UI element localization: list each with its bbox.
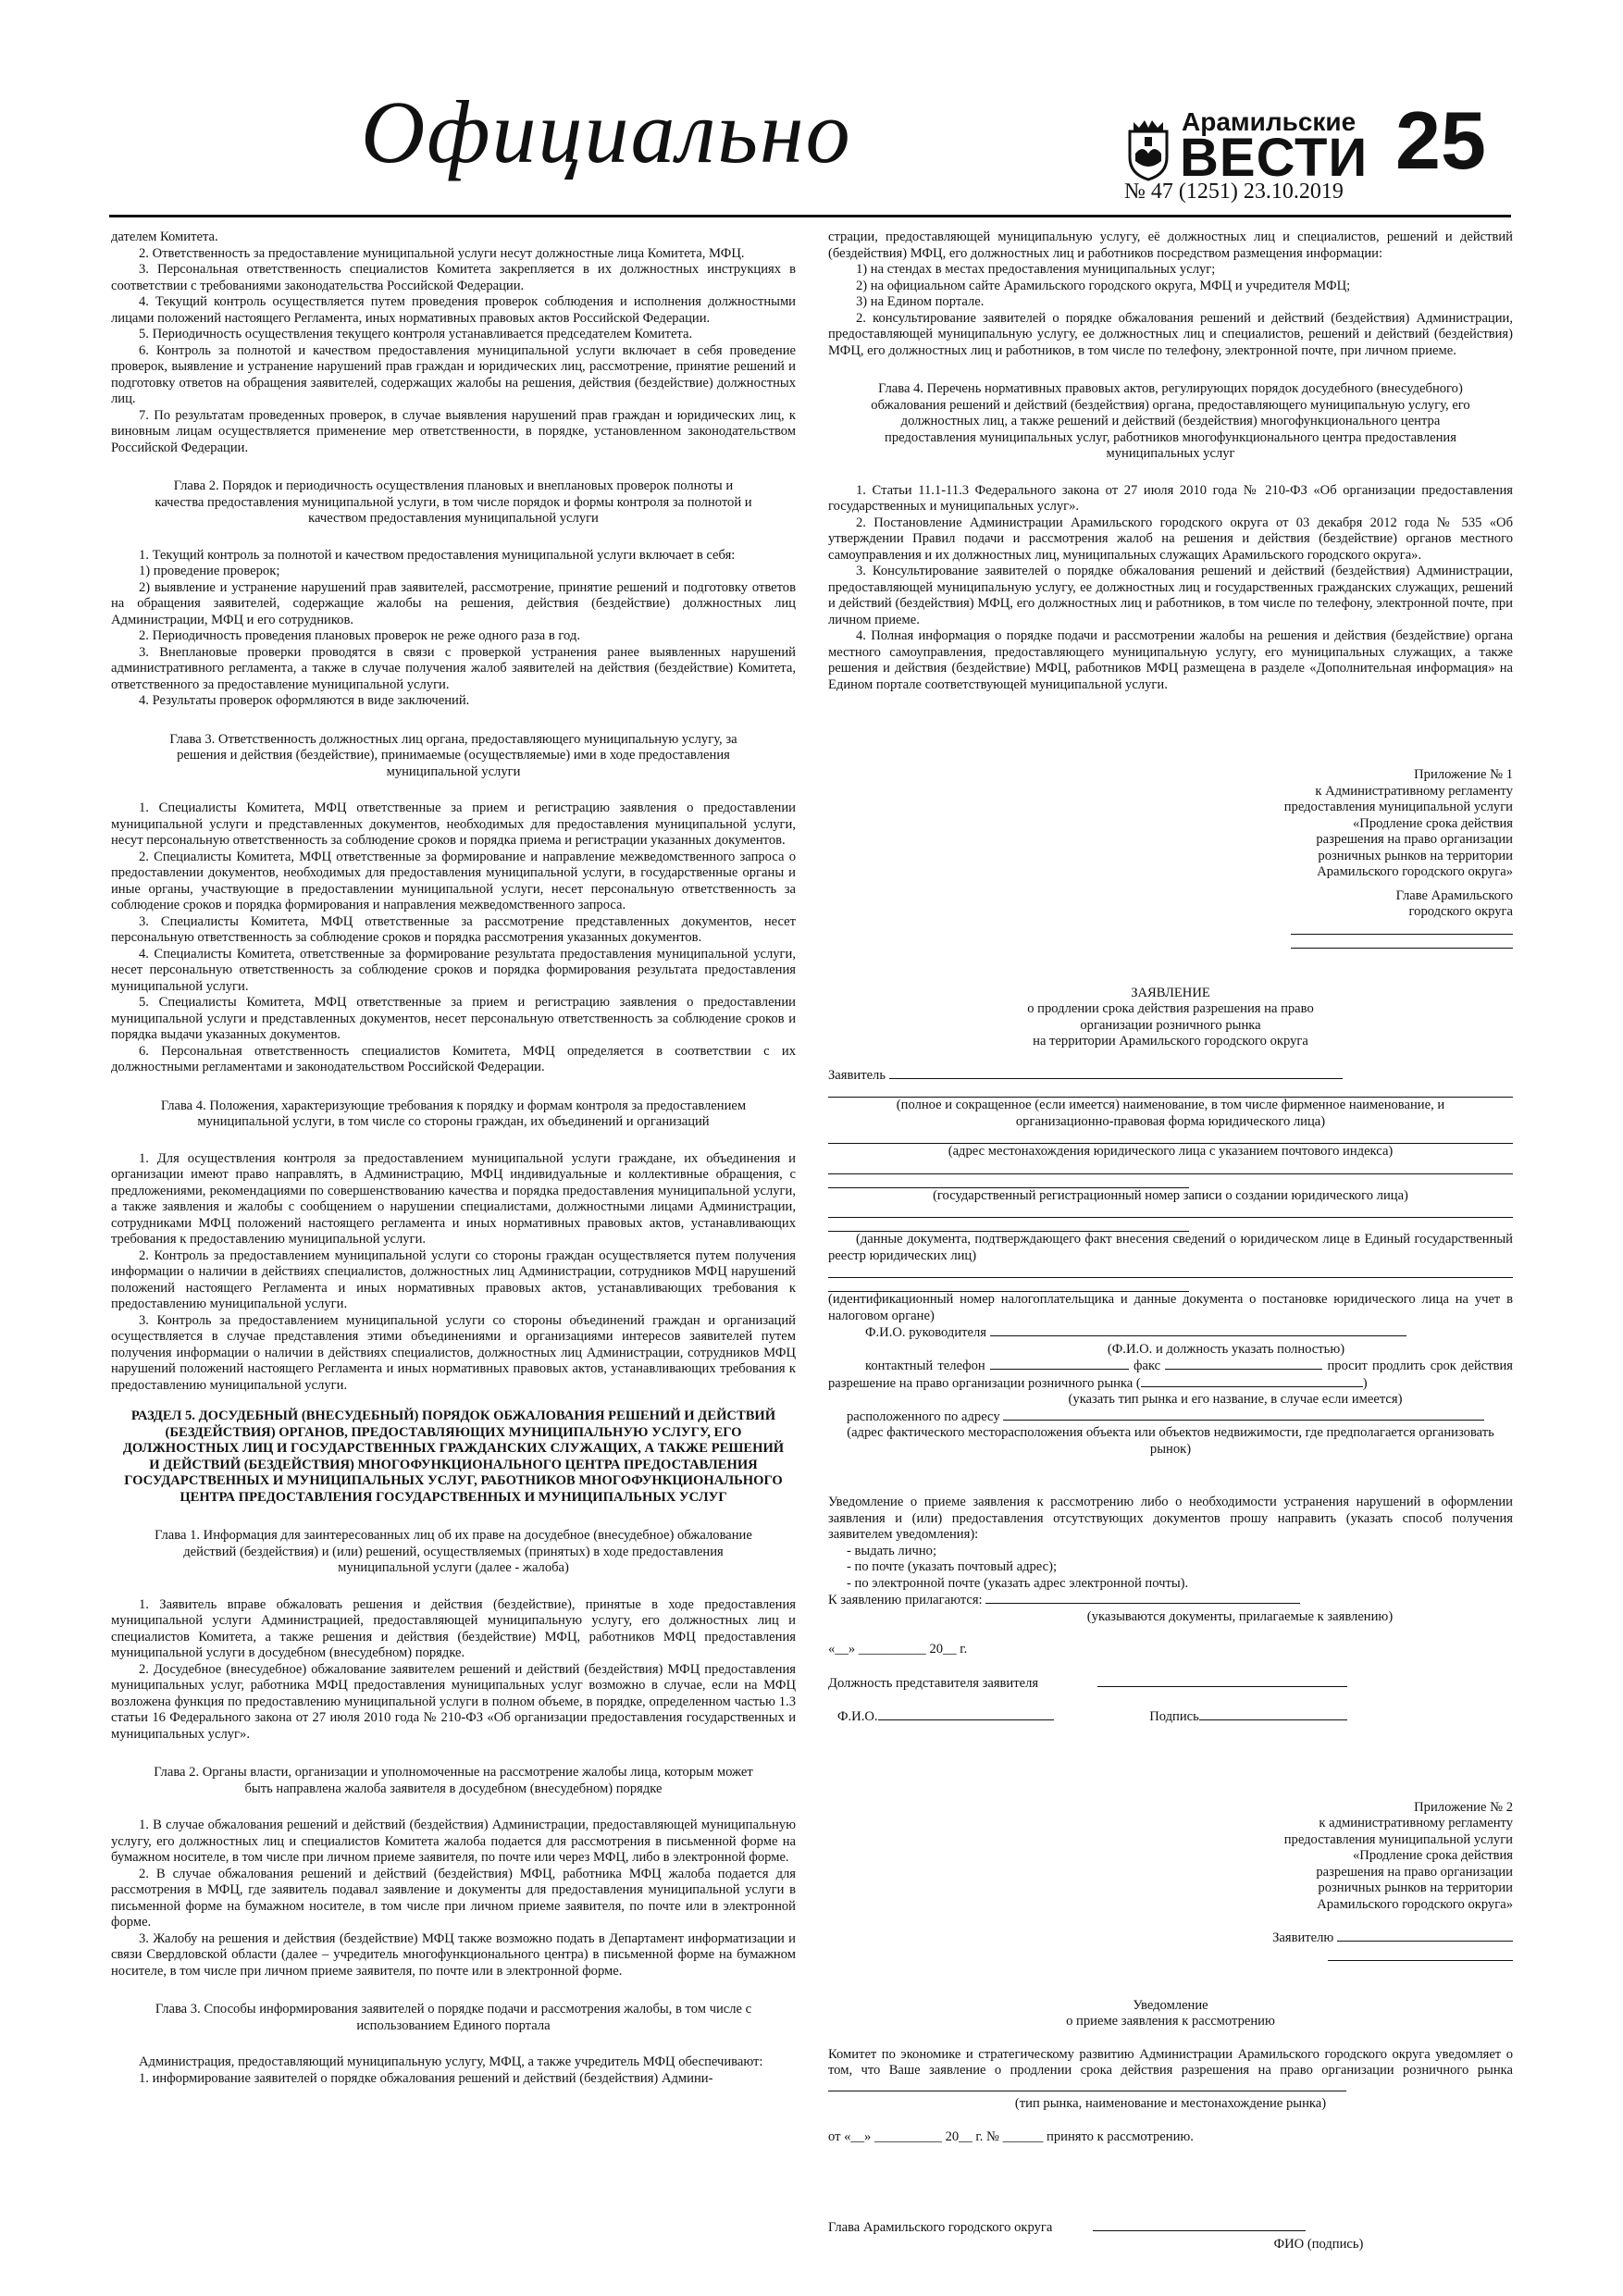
paragraph: 5. Специалисты Комитета, МФЦ ответственные за прием и регистрацию заявления о предоставлении муниципальной услуги и представленных документов, несет персональную ответственность за соблюдение сроков и порядка выдачи указанных документов.	[111, 995, 796, 1042]
notice-subtitle: о приеме заявления к рассмотрению	[1066, 2014, 1275, 2029]
appendix-1	[828, 767, 1513, 1726]
position-line[interactable]	[828, 1675, 1513, 1693]
addressee-line-1: Главе Арамильского	[1395, 887, 1513, 903]
phone-label: контактный телефон	[865, 1359, 985, 1373]
left-column	[111, 230, 796, 2087]
right-column	[828, 230, 1513, 2253]
attach-label: К заявлению прилагаются:	[828, 1593, 983, 1607]
applicant-line[interactable]	[828, 1067, 1513, 1085]
to-line[interactable]	[828, 1930, 1513, 1947]
market-note: (указать тип рынка и его название, в случае если имеется)	[1068, 1392, 1403, 1407]
paragraph: 2. Периодичность проведения плановых проверок не реже одного раза в год.	[139, 628, 580, 643]
paragraph: 2. В случае обжалования решений и действий (бездействия) МФЦ, работника МФЦ жалоба подается для рассмотрения в МФЦ, где заявитель подавал заявление и документы для предоставления муниципальной услуги в письменной форме на бумажном носителе, в том числе при личном приеме заявителя, по почте или в электронной форме.	[111, 1866, 796, 1930]
appendix-heading-line: Арамильского городского округа»	[1317, 864, 1513, 879]
appendix-heading-line: к административному регламенту	[1319, 1816, 1513, 1831]
note-egrul: (данные документа, подтверждающего факт внесения сведений о юридическом лице в Единый государственный реестр юридических лиц)	[828, 1232, 1513, 1263]
paragraph: 3. Контроль за предоставлением муниципальной услуги со стороны объединений граждан и организаций осуществляется в случае представления этими объединениями и организациями интересов заявителей путем получения информации о наличии в действиях специалистов, должностных лиц Администрации, сотрудников МФЦ нарушений положений настоящего Регламента и иных нормативных правовых актов, устанавливающих требования к предоставлению муниципальной услуги.	[111, 1312, 796, 1393]
addressee-line-2: городского округа	[1408, 904, 1513, 919]
option-personal: - выдать лично;	[847, 1543, 937, 1558]
chapter-heading: Глава 1. Информация для заинтересованных лиц об их праве на досудебное (внесудебное) обжалование действий (бездействия) и (или) решений, осуществляемых (принятых) в ходе предоставления муниципальной услуги (далее - жалоба)	[155, 1528, 752, 1575]
appendix-heading-line: «Продление срока действия	[1353, 1848, 1513, 1863]
paragraph: 3. Жалобу на решения и действия (бездействие) МФЦ также возможно подать в Департамент информатизации и связи Свердловской области (далее – учредитель многофункционального центра) в письменной форме на бумажном носителе, в том числе при личном приеме заявителя, по почте или в электронной форме.	[111, 1930, 796, 1979]
notice-body-text: Комитет по экономике и стратегическому развитию Администрации Арамильского городского округа уведомляет о том, что Ваше заявление о продлении срока действия разрешения на право организации розничного рынка	[828, 2046, 1513, 2078]
notice-body-note: (тип рынка, наименование и местонахождение рынка)	[1014, 2096, 1327, 2111]
logo-big-text: ВЕСТИ	[1180, 128, 1369, 188]
paragraph: 1. Текущий контроль за полнотой и качеством предоставления муниципальной услуги включает в себя:	[139, 547, 736, 563]
appendix-heading-line: разрешения на право организации	[1316, 1864, 1513, 1880]
paragraph: 1) на стендах в местах предоставления муниципальных услуг;	[856, 262, 1216, 277]
notice-title: Уведомление	[1133, 1997, 1208, 2013]
newspaper-logo	[1124, 100, 1369, 188]
paragraph: 4. Специалисты Комитета, ответственные за формирование результата предоставления муниципальной услуги, несет персональную ответственность за соблюдение сроков и порядка формирования результата предоставления муниципальной услуги.	[111, 946, 796, 994]
phone-line[interactable]	[828, 1358, 1513, 1392]
paragraph: 2. Постановление Администрации Арамильского городского округа от 03 декабря 2012 года № 535 «Об утверждении Правил подачи и рассмотрения жалоб на решения и действия (бездействие) органов местного самоуправления и их должностных лиц, муниципальных служащих Арамильского городского округа».	[828, 515, 1513, 563]
paragraph: 1. Специалисты Комитета, МФЦ ответственные за прием и регистрацию заявления о предоставлении муниципальной услуги и представленных документов, необходимых для предоставления муниципальной услуги, несут персональную ответственность за соблюдение сроков и порядка приема и регистрации указанных документов.	[111, 800, 796, 848]
head-label: Ф.И.О. руководителя	[865, 1325, 987, 1340]
right-column-text	[828, 230, 1513, 693]
appendix-heading-line: предоставления муниципальной услуги	[1283, 1831, 1513, 1847]
date-line: «__» __________ 20__ г.	[828, 1642, 968, 1657]
attach-note: (указываются документы, прилагаемые к заявлению)	[1086, 1608, 1394, 1624]
paragraph: Администрация, предоставляющий муниципальную услугу, МФЦ, а также учредитель МФЦ обеспечивают:	[139, 2054, 763, 2069]
crest-icon	[1124, 117, 1172, 181]
location-label: расположенного по адресу	[847, 1409, 1000, 1424]
section-title: Официально	[361, 82, 852, 181]
appendix-heading-line: Приложение № 2	[1414, 1799, 1513, 1815]
paragraph: 6. Персональная ответственность специалистов Комитета, МФЦ определяется в соответствии с их должностными регламентами и законодательством Российской Федерации.	[111, 1043, 796, 1074]
note-address: (адрес местонахождения юридического лица с указанием почтового индекса)	[948, 1144, 1394, 1159]
head-line[interactable]	[828, 1324, 1513, 1342]
paragraph: 3. Консультирование заявителей о порядке обжалования решений и действий (бездействия) Администрации, предоставляющей муниципальную услугу, ее должностных лиц и государственных гражданских служащих, решений и действий (бездействия) МФЦ, его должностных лиц и работников, в том числе по телефону, электронной почте, при личном приеме.	[828, 564, 1513, 627]
paragraph: 1. В случае обжалования решений и действий (бездействия) Администрации, предоставляющей муниципальную услугу, его должностных лиц и специалистов Комитета жалоба подается для рассмотрения в письменной форме на бумажном носителе, в том числе при личном приеме заявителя, по почте или через МФЦ, либо в электронной форме.	[111, 1818, 796, 1865]
application-subtitle-2: организации розничного рынка	[1080, 1017, 1261, 1033]
appendix-1-heading	[828, 767, 1513, 881]
close-paren: )	[1362, 1375, 1368, 1391]
paragraph: 4. Текущий контроль осуществляется путем проведения проверок соблюдения и исполнения должностными лицами положений настоящего Регламента, иных нормативных правовых актов Российской Федерации.	[111, 294, 796, 326]
appendix-2	[828, 1800, 1513, 2253]
position-label: Должность представителя заявителя	[828, 1675, 1039, 1691]
paragraph: 2) на официальном сайте Арамильского городского округа, МФЦ и учредителя МФЦ;	[856, 278, 1351, 293]
notice-from: от «__» __________ 20__ г. № ______ принято к рассмотрению.	[828, 2128, 1194, 2144]
paragraph: 3. Специалисты Комитета, МФЦ ответственные за рассмотрение представленных документов, несет персональную ответственность за соблюдение сроков и порядка рассмотрения указанных документов.	[111, 913, 796, 945]
appendix-heading-line: предоставления муниципальной услуги	[1283, 800, 1513, 814]
note-registration: (государственный регистрационный номер записи о создании юридического лица)	[933, 1187, 1408, 1203]
paragraph: 2. Досудебное (внесудебное) обжалование заявителем решений и действий (бездействия) МФЦ предоставления муниципальных услуг, работника МФЦ предоставления муниципальных услуг возможно в случае, если на МФЦ возложена функция по предоставлению муниципальной услуги в полном объеме, в порядке, определенном частью 1.3 статьи 16 Федерального закона от 27 июля 2010 года № 210-ФЗ «Об организации предоставления государственных и муниципальных услуг».	[111, 1661, 796, 1742]
header-divider	[109, 215, 1511, 217]
chapter-heading: Глава 4. Перечень нормативных правовых актов, регулирующих порядок досудебного (внесудебного) обжалования решений и действий (бездействия) органа, предоставляющего муниципальную услугу, его должностных лиц, а также решений и действий (бездействия) многофункционального центра предоставления муниципальных услуг, работников многофункционального центра предоставления муниципальных услуг	[871, 381, 1470, 461]
chapter-heading: Глава 2. Порядок и периодичность осуществления плановых и внеплановых проверок полноты и качества предоставления муниципальной услуги, в том числе порядок и формы контроля за полнотой и качеством предоставления муниципальной услуги	[155, 478, 752, 526]
paragraph: 2) выявление и устранение нарушений прав заявителей, рассмотрение, принятие решений и подготовку ответов на обращения заявителей, содержащие жалобы на решения, действия (бездействие) должностных лиц Администрации, МФЦ и его сотрудников.	[111, 579, 796, 627]
appendix-heading-line: розничных рынков на территории	[1318, 848, 1513, 863]
appendix-heading-line: Приложение № 1	[1414, 767, 1513, 782]
option-post: - по почте (указать почтовый адрес);	[847, 1559, 1058, 1574]
location-note: (адрес фактического месторасположения объекта или объектов недвижимости, где предполагается организовать рынок)	[847, 1425, 1494, 1457]
page-number: 25	[1395, 94, 1486, 186]
chapter-heading: Глава 3. Ответственность должностных лиц органа, предоставляющего муниципальную услугу, за решения и действия (бездействие), принимаемые (осуществляемые) ими в ходе предоставления муниципальной услуги	[169, 731, 737, 779]
head-sign-label: Глава Арамильского городского округа	[828, 2220, 1053, 2235]
option-email: - по электронной почте (указать адрес электронной почты).	[847, 1575, 1189, 1591]
to-label: Заявителю	[1272, 1930, 1334, 1945]
application-title: ЗАЯВЛЕНИЕ	[1131, 985, 1210, 1000]
paragraph: дателем Комитета.	[111, 230, 218, 244]
paragraph: 2. Ответственность за предоставление муниципальной услуги несут должностные лица Комитета, МФЦ.	[139, 245, 745, 261]
application-subtitle-1: о продлении срока действия разрешения на право	[1027, 1001, 1314, 1016]
paragraph: 2. консультирование заявителей о порядке обжалования решений и действий (бездействия) Администрации, предоставляющей муниципальную услугу, ее должностных лиц и специалистов, решений и действий (бездействия) МФЦ, его должностных лиц и работников, в том числе по телефону, электронной почте, при личном приеме.	[828, 310, 1513, 358]
head-sign-line[interactable]	[828, 2219, 1513, 2237]
paragraph: 2. Контроль за предоставлением муниципальной услуги со стороны граждан осуществляется путем получения информации о наличии в действиях специалистов, должностных лиц Администрации, сотрудников МФЦ нарушений положений настоящего Регламента и иных нормативных правовых актов, устанавливающих требования к предоставлению муниципальной услуги.	[111, 1247, 796, 1311]
application-subtitle-3: на территории Арамильского городского округа	[1033, 1034, 1308, 1049]
request-label: просит продлить срок действия разрешение на право организации розничного рынка (	[828, 1359, 1514, 1391]
paragraph: 1) проведение проверок;	[139, 564, 280, 578]
note-inn: (идентификационный номер налогоплательщика и данные документа о постановке юридического лица на учет в налоговом органе)	[828, 1292, 1513, 1323]
paragraph: 1. Статьи 11.1-11.3 Федерального закона от 27 июля 2010 года № 210-ФЗ «Об организации предоставления государственных и муниципальных услуг».	[828, 482, 1513, 514]
paragraph: 1. Для осуществления контроля за предоставлением муниципальной услуги граждане, их объединения и организации имеют право направлять, в Администрацию, МФЦ индивидуальные и коллективные обращения, с предложениями, рекомендациями по совершенствованию качества и порядка предоставления муниципальной услуги, а также заявления и жалобы с сообщением о нарушении специалистами, должностными лицами Администрации, сотрудниками МФЦ положений настоящего регламента и иных нормативных правовых актов, устанавливающих требования к предоставлению муниципальной услуги.	[111, 1150, 796, 1247]
paragraph: 3) на Едином портале.	[856, 294, 985, 309]
fio-label: Ф.И.О.	[837, 1709, 878, 1724]
notice-body	[828, 2047, 1513, 2097]
paragraph: 2. Специалисты Комитета, МФЦ ответственные за формирование и направление межведомственного запроса о предоставлении документов, необходимых для предоставления муниципальной услуги, в государственные органы и иные органы, участвующие в предоставлении муниципальной услуги, несет персональную ответственность за соблюдение сроков и порядка формирования и направления межведомственного запроса.	[111, 849, 796, 912]
paragraph: 3. Внеплановые проверки проводятся в связи с проверкой устранения ранее выявленных нарушений административного регламента, а также в случае получения жалоб заявителей на действия (бездействие) Комитета, ответственного за предоставление муниципальной услуги.	[111, 644, 796, 692]
location-line[interactable]	[828, 1409, 1513, 1426]
fio-sign-line[interactable]	[828, 1708, 1513, 1726]
attach-line[interactable]	[828, 1592, 1513, 1609]
signature-label: Подпись	[1149, 1709, 1199, 1724]
paragraph: страции, предоставляющей муниципальную услугу, её должностных лиц и специалистов, решений и действий (бездействия) МФЦ, его должностных лиц и работников посредством размещения информации:	[828, 230, 1513, 261]
paragraph: 4. Результаты проверок оформляются в виде заключений.	[139, 693, 470, 708]
chapter-heading: Глава 2. Органы власти, организации и уполномоченные на рассмотрение жалобы лица, которым может быть направлена жалоба заявителя в досудебном (внесудебном) порядке	[154, 1765, 753, 1796]
paragraph: 7. По результатам проведенных проверок, в случае выявления нарушений прав граждан и юридических лиц, к виновным лицам осуществляется применение мер ответственности, в порядке, установленном законодательством Российской Федерации.	[111, 407, 796, 455]
chapter-heading: Глава 3. Способы информирования заявителей о порядке подачи и рассмотрения жалобы, в том числе с использованием Единого портала	[155, 2002, 752, 2033]
appendix-heading-line: розничных рынков на территории	[1318, 1880, 1513, 1895]
appendix-heading-line: к Административному регламенту	[1315, 783, 1513, 799]
appendix-heading-line: «Продление срока действия	[1353, 815, 1513, 831]
section-heading: РАЗДЕЛ 5. ДОСУДЕБНЫЙ (ВНЕСУДЕБНЫЙ) ПОРЯДОК ОБЖАЛОВАНИЯ РЕШЕНИЙ И ДЕЙСТВИЙ (БЕЗДЕЙСТВИЯ) ОРГАНОВ, ПРЕДОСТАВЛЯЮЩИХ МУНИЦИПАЛЬНУЮ УСЛУГУ, ЕГО ДОЛЖНОСТНЫХ ЛИЦ И ГОСУДАРСТВЕННЫХ ГРАЖДАНСКИХ СЛУЖАЩИХ, А ТАКЖЕ РЕШЕНИЙ И ДЕЙСТВИЙ (БЕЗДЕЙСТВИЯ) МНОГОФУНКЦИОНАЛЬНОГО ЦЕНТРА ПРЕДОСТАВЛЕНИЯ ГОСУДАРСТВЕННЫХ И МУНИЦИПАЛЬНЫХ УСЛУГ, РАБОТНИКОВ МНОГОФУНКЦИОНАЛЬНОГО ЦЕНТРА ПРЕДОСТАВЛЕНИЯ ГОСУДАРСТВЕННЫХ И МУНИЦИПАЛЬНЫХ УСЛУГ	[122, 1409, 785, 1505]
applicant-label: Заявитель	[828, 1067, 886, 1083]
paragraph: 5. Периодичность осуществления текущего контроля устанавливается председателем Комитета.	[139, 327, 693, 341]
appendix-heading-line: разрешения на право организации	[1316, 832, 1513, 847]
notice-text: Уведомление о приеме заявления к рассмотрению либо о необходимости устранения нарушений в оформлении заявления и (или) предоставления отсутствующих документов прошу направить (указать способ получения заявителем уведомления):	[828, 1495, 1513, 1542]
head-note: (Ф.И.О. и должность указать полностью)	[1107, 1341, 1345, 1357]
chapter-heading: Глава 4. Положения, характеризующие требования к порядку и формам контроля за предоставлением муниципальной услуги, в том числе со стороны граждан, их объединений и организаций	[160, 1098, 747, 1129]
appendix-heading-line: Арамильского городского округа»	[1317, 1896, 1513, 1912]
paragraph: 6. Контроль за полнотой и качеством предоставления муниципальной услуги включает в себя проведение проверок, выявление и устранение нарушений прав граждан и юридических лиц, рассмотрение, принятие решений и подготовку ответов на обращения заявителей, содержащих жалобы на решения, действия (бездействие) должностных лиц.	[111, 342, 796, 406]
appendix-2-heading	[828, 1800, 1513, 1914]
fax-label: факс	[1134, 1359, 1161, 1373]
paragraph: 1. информирование заявителей о порядке обжалования решений и действий (бездействия) Админи-	[139, 2070, 713, 2086]
paragraph: 1. Заявитель вправе обжаловать решения и действия (бездействие), принятые в ходе предоставления муниципальной услуги Администрацией, предоставляющей муниципальную услугу, его должностных лиц и специалистов Комитета, а также решения и действия (бездействие) МФЦ, работников МФЦ предоставления муниципальной услуги в досудебном (внесудебном) порядке.	[111, 1596, 796, 1660]
logo-small-text: Арамильские	[1182, 107, 1357, 136]
fio-sign-note: ФИО (подпись)	[1273, 2236, 1364, 2252]
note-name: (полное и сокращенное (если имеется) наименование, в том числе фирменное наименование, и организационно-правовая форма юридического лица)	[896, 1098, 1445, 1129]
paragraph: 4. Полная информация о порядке подачи и рассмотрении жалобы на решения и действия (бездействие) органа местного самоуправления, предоставляющего муниципальную услугу, его муниципальных служащих, а также решения и действия (бездействие) МФЦ, работников МФЦ размещена в разделе «Дополнительная информация» на Едином портале соответствующей муниципальной услуги.	[828, 628, 1513, 692]
paragraph: 3. Персональная ответственность специалистов Комитета закрепляется в их должностных инструкциях в соответствии с требованиями законодательства Российской Федерации.	[111, 262, 796, 293]
issue-info: № 47 (1251) 23.10.2019	[1124, 180, 1344, 204]
